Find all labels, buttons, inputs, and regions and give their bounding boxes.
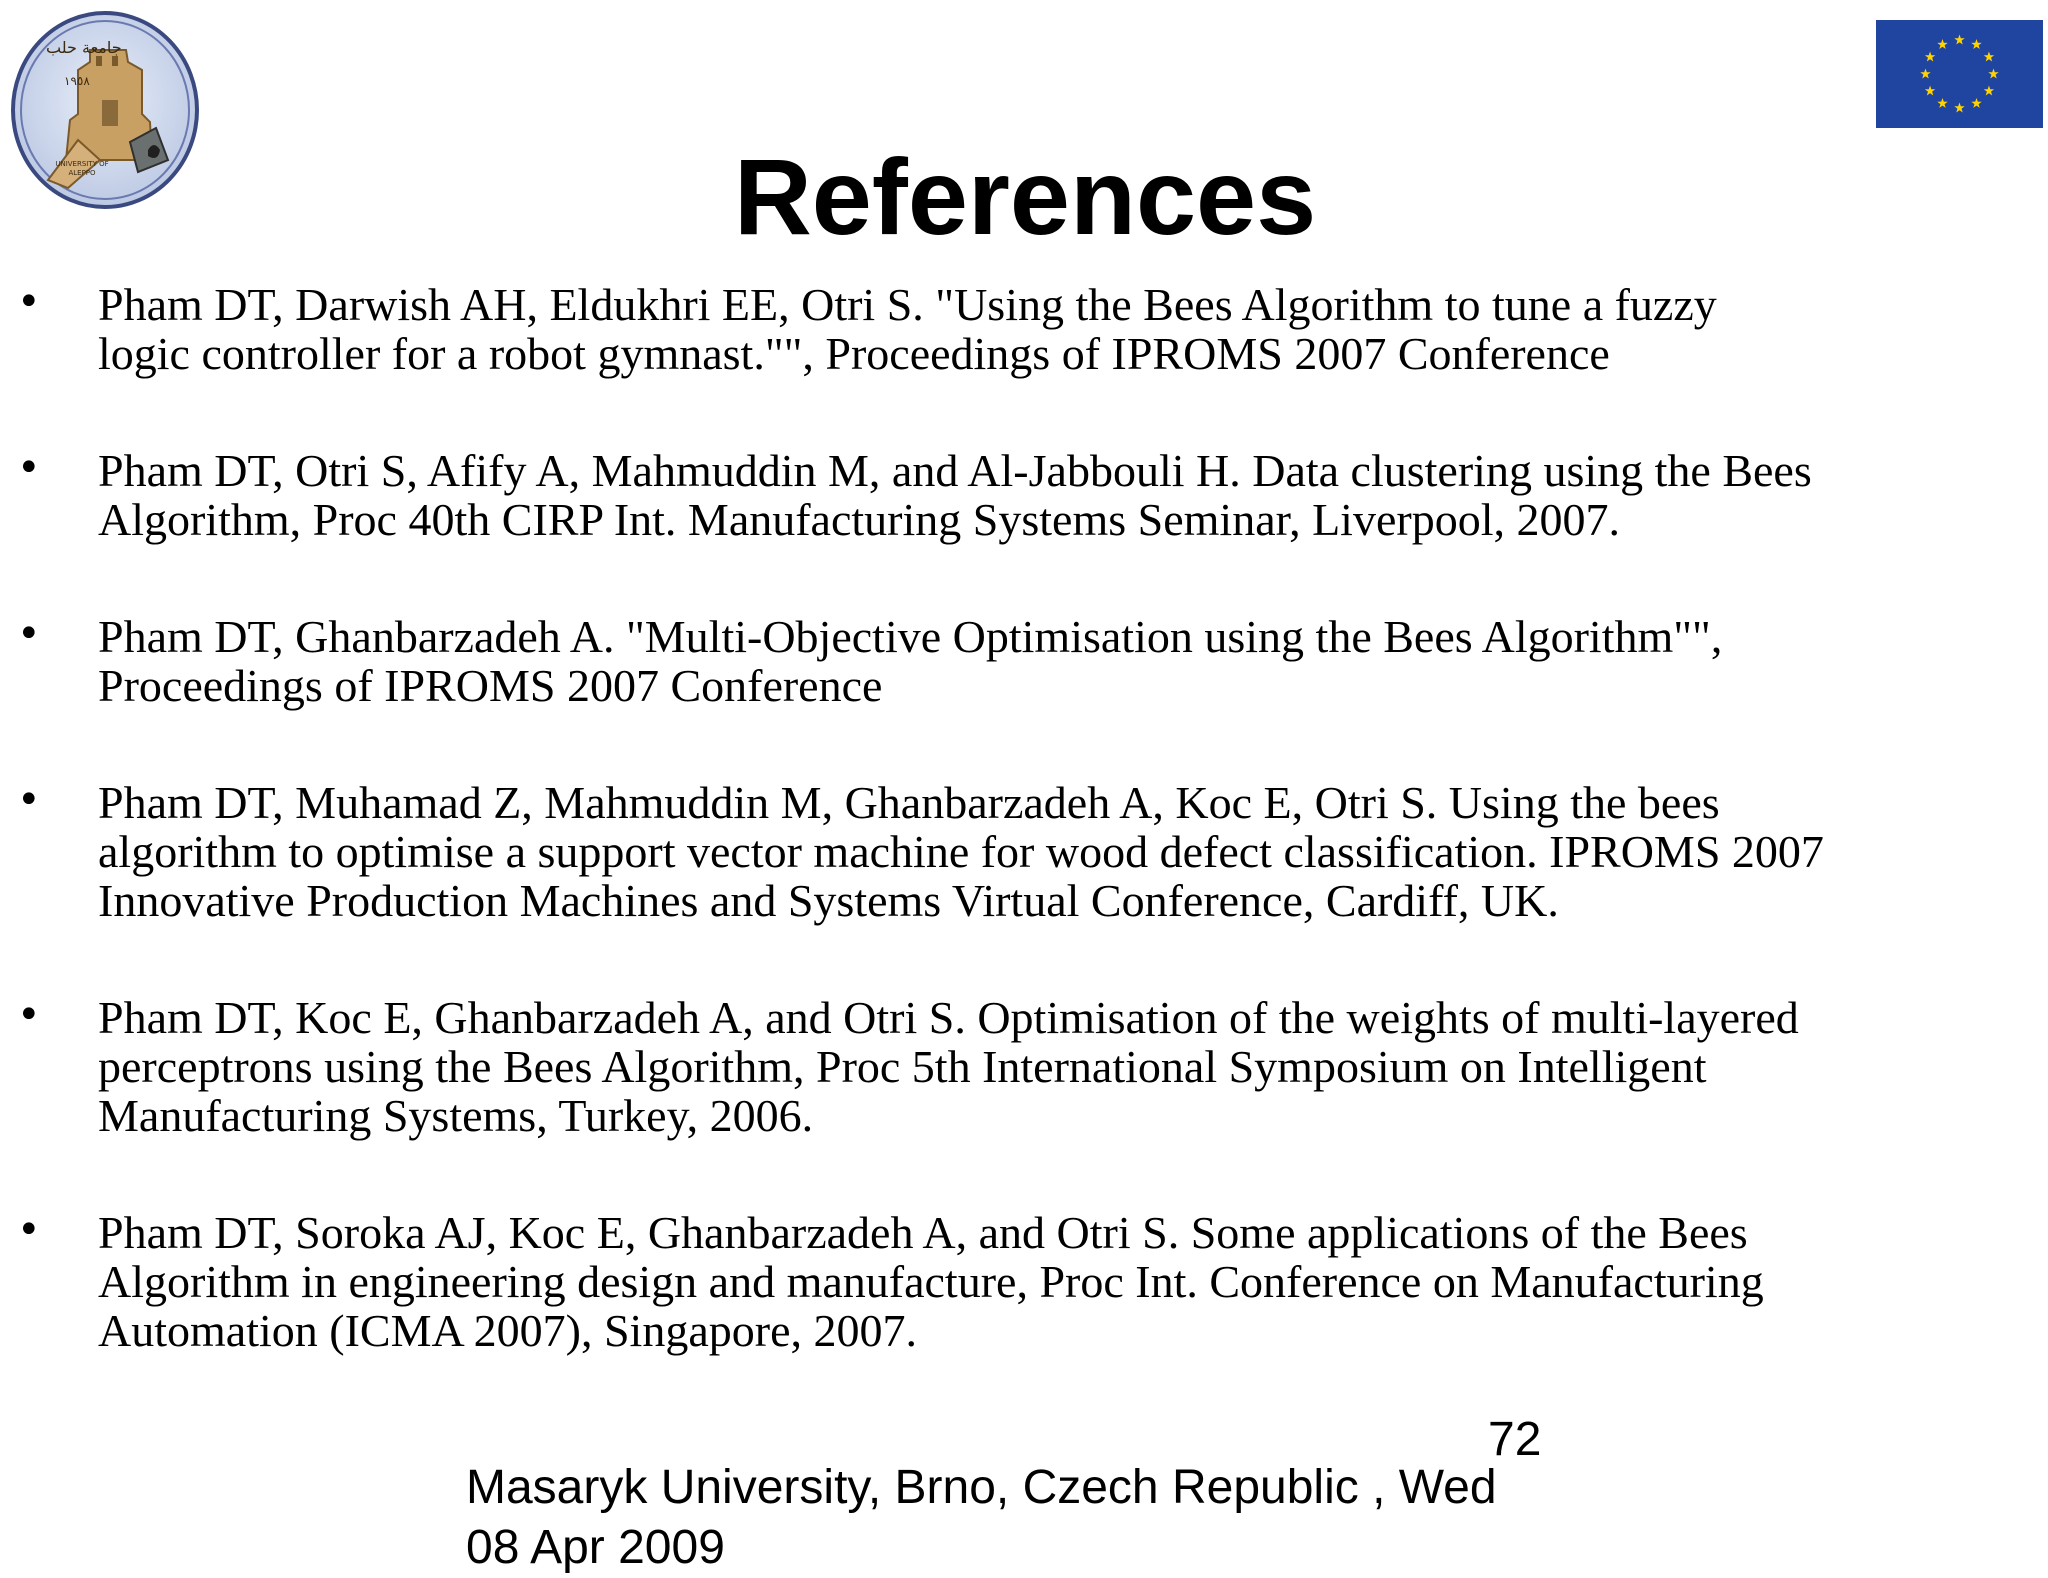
reference-text: Pham DT, Otri S, Afify A, Mahmuddin M, and Al-Jabbouli H. Data clustering using the Bees Algorithm, Proc 40th CIRP Int. Manufacturing Systems Seminar, Liverpool, 2007. <box>98 445 1812 545</box>
eu-flag-icon <box>1876 20 2043 128</box>
reference-text: Pham DT, Koc E, Ghanbarzadeh A, and Otri S. Optimisation of the weights of multi-layered perceptrons using the Bees Algorithm, Proc 5th International Symposium on Intelligent Manufacturing Systems, Turkey, 2006. <box>98 992 1799 1141</box>
reference-text: Pham DT, Muhamad Z, Mahmuddin M, Ghanbarzadeh A, Koc E, Otri S. Using the bees algorithm to optimise a support vector machine for wood defect classification. IPROMS 2007 Innovative Production Machines and Systems Virtual Conference, Cardiff, UK. <box>98 777 1824 926</box>
seal-year-text: ١٩٥٨ <box>64 74 90 88</box>
seal-english-text: UNIVERSITY OF ALEPPO <box>55 160 109 177</box>
bullet-icon: • <box>17 777 41 823</box>
bullet-icon: • <box>17 992 41 1038</box>
bullet-icon: • <box>17 445 41 491</box>
reference-text: Pham DT, Darwish AH, Eldukhri EE, Otri S. "Using the Bees Algorithm to tune a fuzzy logic controller for a robot gymnast."", Proceedings of IPROMS 2007 Conference <box>98 279 1717 379</box>
bullet-icon: • <box>17 1207 41 1253</box>
reference-text: Pham DT, Soroka AJ, Koc E, Ghanbarzadeh A, and Otri S. Some applications of the Bees Algorithm in engineering design and manufacture, Proc Int. Conference on Manufacturing Automation (ICMA 2007), Singapore, 2007. <box>98 1207 1764 1356</box>
reference-text: Pham DT, Ghanbarzadeh A. "Multi-Objective Optimisation using the Bees Algorithm"", Proceedings of IPROMS 2007 Conference <box>98 611 1723 711</box>
eu-flag-logo <box>1876 20 2043 128</box>
seal-arabic-text: جامعة حلب <box>46 38 122 57</box>
bullet-icon: • <box>17 611 41 657</box>
page-number: 72 <box>1488 1413 1542 1466</box>
bullet-icon: • <box>17 279 41 325</box>
slide-title: References <box>733 136 1317 257</box>
footer-text: Masaryk University, Brno, Czech Republic , Wed 08 Apr 2009 <box>466 1461 1497 1574</box>
